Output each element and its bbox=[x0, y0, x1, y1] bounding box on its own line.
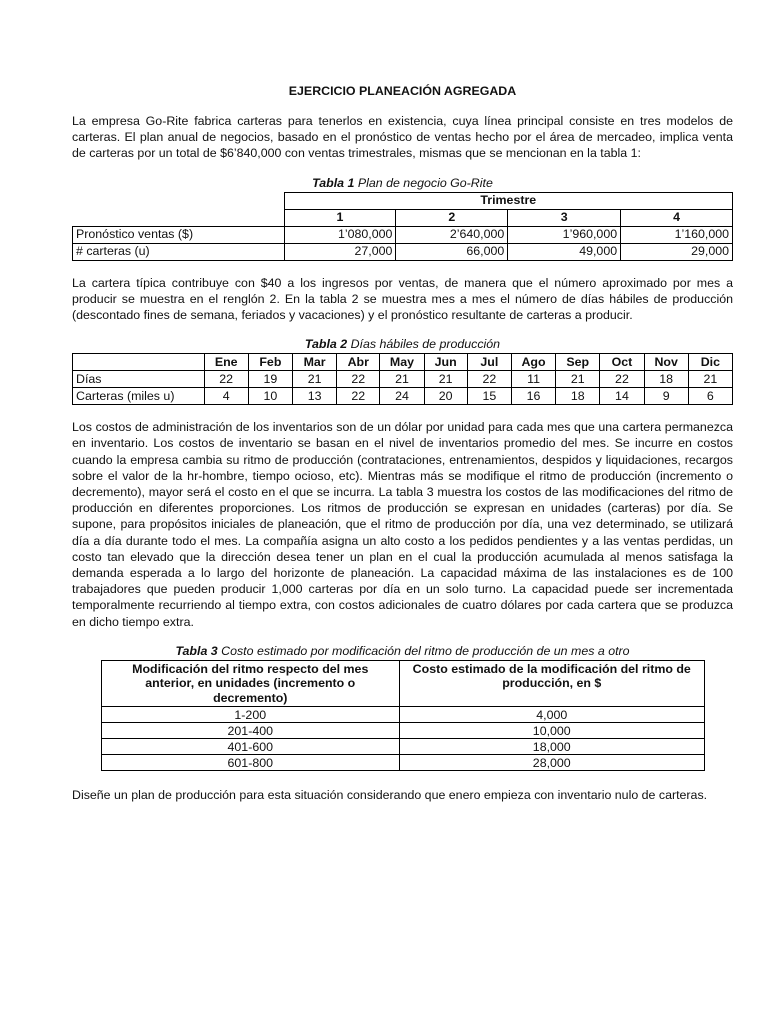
table1-quarter-header: 4 bbox=[621, 209, 733, 226]
table2-row-label: Carteras (miles u) bbox=[73, 388, 205, 405]
table1-cell: 1’960,000 bbox=[508, 226, 621, 243]
paragraph-intro: La empresa Go-Rite fabrica carteras para tenerlos en existencia, cuya línea principal consiste en tres modelos de carteras. El plan anual de negocios, basado en el pronóstico de ventas hecho por el área de mercadeo, implica venta de carteras por un total de $6’840,000 con ventas trimestrales, mismas que se mencionan en la tabla 1: bbox=[72, 114, 733, 161]
table1-row-label: # carteras (u) bbox=[73, 243, 285, 260]
table2-cell: 21 bbox=[688, 371, 732, 388]
table3-cost: 4,000 bbox=[399, 707, 704, 723]
table2-month-header: Jul bbox=[467, 354, 511, 371]
table2-cell: 22 bbox=[337, 388, 380, 405]
table-business-plan bbox=[72, 192, 733, 261]
table1-cell: 66,000 bbox=[396, 243, 508, 260]
document-title: EJERCICIO PLANEACIÓN AGREGADA bbox=[288, 84, 517, 98]
paragraph-production: La cartera típica contribuye con $40 a los ingresos por ventas, de manera que el número aproximado por mes a producir se muestra en el renglón 2. En la tabla 2 se muestra mes a mes el número de días hábiles de producción (descontado fines de semana, feriados y vacaciones) y el pronóstico resultante de carteras a producir. bbox=[72, 275, 733, 323]
table-row bbox=[73, 371, 733, 388]
table1-caption bbox=[72, 176, 733, 191]
table2-cell: 15 bbox=[467, 388, 511, 405]
table2-cell: 21 bbox=[556, 371, 600, 388]
table1-caption-label: Tabla 1 bbox=[312, 175, 355, 190]
table3-caption-text: Costo estimado por modificación del ritmo de producción de un mes a otro bbox=[221, 643, 630, 658]
table3-caption-label: Tabla 3 bbox=[175, 643, 218, 658]
table2-month-header: Oct bbox=[600, 354, 644, 371]
table2-cell: 18 bbox=[556, 388, 600, 405]
table2-cell: 20 bbox=[424, 388, 467, 405]
table-rate-change-costs bbox=[101, 660, 705, 772]
table2-cell: 18 bbox=[644, 371, 688, 388]
table2-month-header: Sep bbox=[556, 354, 600, 371]
table2-caption-text: Días hábiles de producción bbox=[350, 337, 501, 352]
table2-cell: 22 bbox=[467, 371, 511, 388]
table2-month-header: Jun bbox=[424, 354, 467, 371]
table3-cost: 18,000 bbox=[399, 739, 704, 755]
table2-cell: 6 bbox=[688, 388, 732, 405]
table2-cell: 21 bbox=[292, 371, 336, 388]
table2-cell: 24 bbox=[380, 388, 424, 405]
paragraph-task: Diseñe un plan de producción para esta situación considerando que enero empieza con inventario nulo de carteras. bbox=[72, 788, 708, 803]
table1-quarter-header: 3 bbox=[508, 209, 621, 226]
table2-cell: 21 bbox=[380, 371, 424, 388]
table3-range: 401-600 bbox=[102, 739, 400, 755]
table2-month-header: Ene bbox=[204, 354, 248, 371]
table2-month-header: Ago bbox=[511, 354, 555, 371]
table1-group-header: Trimestre bbox=[284, 192, 732, 209]
table2-cell: 22 bbox=[337, 371, 380, 388]
table2-month-header: Feb bbox=[248, 354, 292, 371]
table2-cell: 9 bbox=[644, 388, 688, 405]
table2-cell: 11 bbox=[511, 371, 555, 388]
table3-cost: 10,000 bbox=[399, 723, 704, 739]
table2-cell: 16 bbox=[511, 388, 555, 405]
table2-caption bbox=[72, 337, 733, 352]
table2-cell: 22 bbox=[600, 371, 644, 388]
table2-month-header: Mar bbox=[292, 354, 336, 371]
table1-cell: 29,000 bbox=[621, 243, 733, 260]
table1-corner bbox=[73, 192, 285, 209]
table-row bbox=[102, 739, 705, 755]
table3-range: 201-400 bbox=[102, 723, 400, 739]
table3-range: 601-800 bbox=[102, 755, 400, 771]
table1-row-label: Pronóstico ventas ($) bbox=[73, 226, 285, 243]
table3-cost: 28,000 bbox=[399, 755, 704, 771]
table-row bbox=[73, 243, 733, 260]
table2-cell: 13 bbox=[292, 388, 336, 405]
table2-cell: 14 bbox=[600, 388, 644, 405]
table-working-days bbox=[72, 353, 733, 405]
table-row bbox=[73, 226, 733, 243]
paragraph-costs: Los costos de administración de los inventarios son de un dólar por unidad para cada mes que una cartera permanezca en inventario. Los costos de inventario se basan en el nivel de inventarios promedio del mes. Se incurre en costos cuando la empresa cambia su ritmo de producción (contrataciones, entrenamientos, despidos y liquidaciones, recargos sobre el valor de la hr-hombre, tiempo ocioso, etc). Mientras más se modifique el ritmo de producción (incremento o decremento), mayor será el costo en el que se incurra. La tabla 3 muestra los costos de las modificaciones del ritmo de producción en diferentes proporciones. Los ritmos de producción se expresan en unidades (carteras) por día. Se supone, para propósitos iniciales de planeación, que el ritmo de producción por día, una vez determinado, se utilizará día a día durante todo el mes. La compañía asigna un alto costo a los pedidos pendientes y a las ventas perdidas, un costo tan elevado que la dirección desea tener un plan en el cual la producción acumulada al menos satisfaga la demanda esperada a lo largo del horizonte de planeación. La capacidad máxima de las instalaciones es de 100 trabajadores que pueden producir 1,000 carteras por día en un solo turno. La capacidad puede ser incrementada temporalmente recurriendo al tiempo extra, con costos adicionales de cuatro dólares por cada cartera que se produzca en dicho tiempo extra. bbox=[72, 420, 733, 629]
table1-cell: 1’160,000 bbox=[621, 226, 733, 243]
table1-cell: 49,000 bbox=[508, 243, 621, 260]
table2-month-header: Abr bbox=[337, 354, 380, 371]
table1-cell: 2’640,000 bbox=[396, 226, 508, 243]
table1-cell: 1’080,000 bbox=[284, 226, 396, 243]
table1-quarter-header: 2 bbox=[396, 209, 508, 226]
table-row bbox=[73, 388, 733, 405]
table1-cell: 27,000 bbox=[284, 243, 396, 260]
table3-caption bbox=[72, 644, 733, 659]
table2-cell: 4 bbox=[204, 388, 248, 405]
table3-header: Costo estimado de la modificación del ritmo de producción, en $ bbox=[399, 660, 704, 707]
table1-corner bbox=[73, 209, 285, 226]
table2-corner bbox=[73, 354, 205, 371]
table2-caption-label: Tabla 2 bbox=[304, 337, 348, 352]
table2-cell: 19 bbox=[248, 371, 292, 388]
table2-cell: 10 bbox=[248, 388, 292, 405]
table3-range: 1-200 bbox=[102, 707, 400, 723]
table3-header: Modificación del ritmo respecto del mes anterior, en unidades (incremento o decremento) bbox=[102, 660, 400, 707]
table2-cell: 22 bbox=[204, 371, 248, 388]
table2-month-header: Nov bbox=[644, 354, 688, 371]
table1-caption-text: Plan de negocio Go-Rite bbox=[357, 175, 493, 190]
table2-month-header: May bbox=[380, 354, 424, 371]
table-row bbox=[102, 755, 705, 771]
table2-cell: 21 bbox=[424, 371, 467, 388]
table2-month-header: Dic bbox=[688, 354, 732, 371]
table-row bbox=[102, 707, 705, 723]
table1-quarter-header: 1 bbox=[284, 209, 396, 226]
table-row bbox=[102, 723, 705, 739]
document-page bbox=[72, 84, 733, 804]
table2-row-label: Días bbox=[73, 371, 205, 388]
